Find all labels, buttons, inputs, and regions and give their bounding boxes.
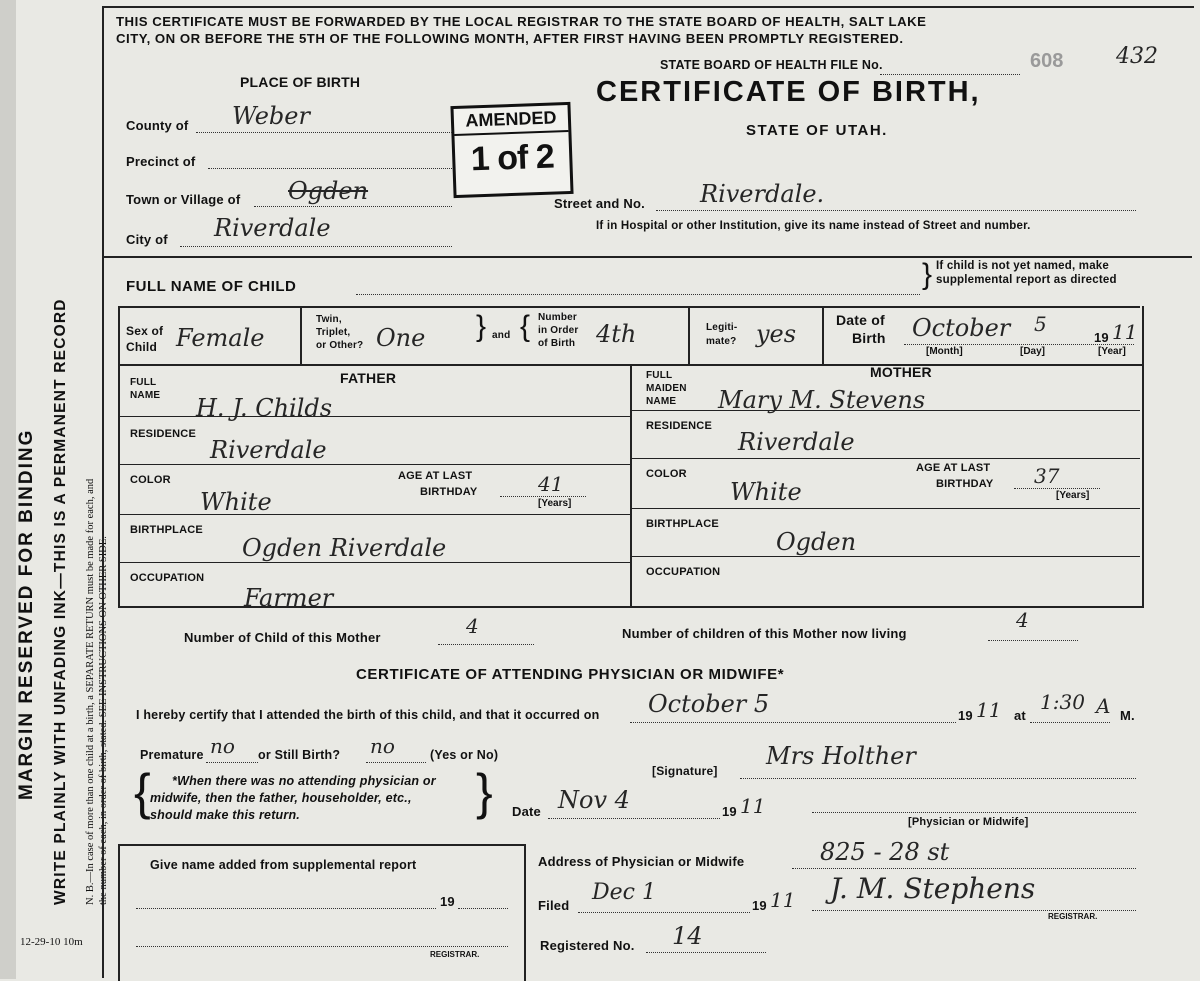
at-label: at — [1014, 708, 1026, 723]
certificate-subtitle: STATE OF UTAH. — [746, 122, 888, 139]
premature-line — [206, 762, 258, 763]
legitimate-value: yes — [756, 320, 797, 348]
filed-line — [578, 912, 750, 913]
child-name-line — [356, 294, 920, 295]
mother-age-label-2: BIRTHDAY — [936, 478, 994, 490]
form-code: 12-29-10 10m — [20, 936, 83, 948]
birth-date-value: October 5 — [648, 690, 770, 718]
street-value: Riverdale. — [700, 180, 825, 208]
amended-stamp-count: 1 of 2 — [470, 137, 555, 179]
child-row-divider-3 — [822, 306, 824, 364]
yes-no-label: (Yes or No) — [430, 748, 499, 762]
registrar-line — [812, 910, 1136, 911]
order-label-1: Number — [538, 312, 577, 323]
town-value: Ogden — [288, 177, 369, 205]
not-named-note-1: If child is not yet named, make — [936, 260, 1109, 272]
address-line — [792, 868, 1136, 869]
supplemental-registrar-line — [136, 946, 508, 947]
father-row-rule-2 — [120, 464, 630, 465]
amended-stamp-word: AMENDED — [454, 105, 569, 136]
mother-row-rule-2 — [632, 458, 1140, 459]
dob-year-suffix: 11 — [1112, 320, 1138, 344]
filed-year-prefix: 19 — [752, 898, 767, 913]
dob-day: 5 — [1034, 312, 1047, 336]
mother-name-value: Mary M. Stevens — [718, 386, 926, 414]
note-brace-left: { — [134, 764, 151, 820]
dob-year-caption: [Year] — [1098, 346, 1126, 357]
birth-year-prefix: 19 — [958, 708, 973, 723]
supplemental-year-prefix: 19 — [440, 894, 455, 909]
mother-birthplace-label: BIRTHPLACE — [646, 518, 719, 530]
mother-color-label: COLOR — [646, 468, 687, 480]
precinct-line — [208, 168, 452, 169]
address-value: 825 - 28 st — [820, 838, 950, 866]
mother-age-label-1: AGE AT LAST — [916, 462, 991, 474]
unfading-ink-notice: WRITE PLAINLY WITH UNFADING INK—THIS IS A PERMANENT RECORD — [52, 298, 69, 905]
registered-no-line — [646, 952, 766, 953]
child-row-divider-1 — [300, 306, 302, 364]
father-age-value: 41 — [538, 472, 564, 496]
precinct-label: Precinct of — [126, 154, 196, 169]
father-occupation-value: Farmer — [244, 584, 334, 612]
parents-divider — [630, 366, 632, 606]
twin-value: One — [376, 324, 426, 352]
mother-occupation-label: OCCUPATION — [646, 566, 721, 578]
mother-age-value: 37 — [1034, 464, 1060, 488]
premature-label: Premature — [140, 748, 204, 762]
signature-line — [740, 778, 1136, 779]
file-no-label: STATE BOARD OF HEALTH FILE No. — [660, 58, 883, 72]
father-age-label-2: BIRTHDAY — [420, 486, 478, 498]
supplemental-heading: Give name added from supplemental report — [150, 858, 417, 872]
father-birthplace-label: BIRTHPLACE — [130, 524, 203, 536]
child-name-label: FULL NAME OF CHILD — [126, 278, 297, 295]
not-named-brace: } — [922, 258, 933, 291]
children-living-line — [988, 640, 1078, 641]
note-line-2: midwife, then the father, householder, etc., — [150, 791, 412, 805]
father-occupation-label: OCCUPATION — [130, 572, 205, 584]
street-label: Street and No. — [554, 196, 645, 211]
sex-label-2: Child — [126, 340, 157, 354]
filed-label: Filed — [538, 898, 570, 913]
mother-row-rule-4 — [632, 556, 1140, 557]
rule-above-name — [104, 256, 1192, 258]
not-named-note-2: supplemental report as directed — [936, 274, 1117, 286]
file-no-value: 432 — [1116, 44, 1158, 69]
dob-year-prefix: 19 — [1094, 330, 1109, 345]
mother-years-caption: [Years] — [1056, 490, 1090, 501]
dob-month-caption: [Month] — [926, 346, 963, 357]
filed-year-suffix: 11 — [770, 888, 796, 912]
supplemental-name-line — [136, 908, 436, 909]
twin-brace: } — [476, 310, 487, 343]
children-living-label: Number of children of this Mother now living — [622, 626, 907, 641]
father-name-label-1: FULL — [130, 377, 157, 388]
and-label: and — [492, 330, 511, 341]
legitimate-label-2: mate? — [706, 336, 737, 347]
filed-value: Dec 1 — [592, 880, 656, 905]
mother-residence-value: Riverdale — [738, 428, 855, 456]
child-of-mother-label: Number of Child of this Mother — [184, 630, 381, 645]
mother-heading: MOTHER — [870, 364, 932, 380]
note-line-3: should make this return. — [150, 808, 300, 822]
county-value: Weber — [232, 102, 310, 130]
role-caption: [Physician or Midwife] — [908, 816, 1029, 828]
city-value: Riverdale — [214, 214, 331, 242]
notice-line-1: THIS CERTIFICATE MUST BE FORWARDED BY THE LOCAL REGISTRAR TO THE STATE BOARD OF HEALTH, SALT LAKE — [116, 14, 927, 29]
sign-date-label: Date — [512, 804, 541, 819]
mother-birthplace-value: Ogden — [776, 528, 857, 556]
father-row-rule-4 — [120, 562, 630, 563]
sex-value: Female — [176, 324, 265, 352]
child-row-divider-2 — [688, 306, 690, 364]
mother-row-rule-3 — [632, 508, 1140, 509]
hospital-note: If in Hospital or other Institution, give its name instead of Street and number. — [596, 220, 1031, 232]
address-label: Address of Physician or Midwife — [538, 854, 745, 869]
left-margin-strip — [0, 0, 16, 979]
dob-line — [904, 344, 1134, 345]
child-of-mother-line — [438, 644, 534, 645]
dob-label-2: Birth — [852, 330, 886, 346]
order-label-3: of Birth — [538, 338, 576, 349]
certify-text: I hereby certify that I attended the birth of this child, and that it occurred on — [136, 708, 600, 722]
mother-color-value: White — [730, 478, 802, 506]
father-name-label-2: NAME — [130, 390, 161, 401]
stillbirth-line — [366, 762, 426, 763]
file-no-stamp: 608 — [1030, 50, 1064, 72]
father-residence-value: Riverdale — [210, 436, 327, 464]
order-value: 4th — [596, 320, 637, 348]
registered-no-label: Registered No. — [540, 938, 635, 953]
binding-margin-text: MARGIN RESERVED FOR BINDING — [16, 428, 37, 800]
mother-residence-label: RESIDENCE — [646, 420, 712, 432]
city-label: City of — [126, 232, 168, 247]
supplemental-year-line — [458, 908, 508, 909]
dob-month: October — [912, 314, 1011, 342]
nb-instruction-line2: the number of each, in order of birth, stated. SEE INSTRUCTIONS ON OTHER SIDE. — [98, 536, 109, 905]
mother-name-label-2: MAIDEN — [646, 383, 687, 394]
twin-label-1: Twin, — [316, 314, 342, 325]
father-color-label: COLOR — [130, 474, 171, 486]
registrar-caption: REGISTRAR. — [1048, 912, 1098, 921]
sign-year-prefix: 19 — [722, 804, 737, 819]
order-brace: { — [520, 310, 531, 343]
legitimate-label-1: Legiti- — [706, 322, 738, 333]
physician-signature: Mrs Holther — [766, 742, 916, 770]
note-line-1: *When there was no attending physician or — [172, 774, 436, 788]
nb-instruction-line1: N. B.—In case of more than one child at a birth, a SEPARATE RETURN must be made for each, and — [85, 478, 96, 905]
supplemental-registrar-caption: REGISTRAR. — [430, 950, 480, 959]
stillbirth-label: or Still Birth? — [258, 748, 341, 762]
father-heading: FATHER — [340, 370, 397, 386]
father-row-rule-1 — [120, 416, 630, 417]
mother-name-label-1: FULL — [646, 370, 673, 381]
county-label: County of — [126, 118, 189, 133]
role-line — [812, 812, 1136, 813]
father-color-value: White — [200, 488, 272, 516]
registrar-signature: J. M. Stephens — [830, 872, 1036, 905]
order-label-2: in Order — [538, 325, 579, 336]
sign-date-line — [548, 818, 720, 819]
note-brace-right: } — [476, 764, 493, 820]
street-line — [656, 210, 1136, 211]
child-of-mother-value: 4 — [466, 614, 479, 638]
registered-no-value: 14 — [672, 922, 703, 950]
signature-label: [Signature] — [652, 764, 718, 778]
county-line — [196, 132, 452, 133]
sign-date-value: Nov 4 — [558, 786, 630, 814]
m-label: M. — [1120, 708, 1135, 723]
birth-year-suffix: 11 — [976, 698, 1002, 722]
dob-label-1: Date of — [836, 312, 885, 328]
twin-label-3: or Other? — [316, 340, 364, 351]
father-age-label-1: AGE AT LAST — [398, 470, 473, 482]
notice-line-2: CITY, ON OR BEFORE THE 5TH OF THE FOLLOWING MONTH, AFTER FIRST HAVING BEEN PROMPTLY REGISTERED. — [116, 31, 904, 46]
sex-label-1: Sex of — [126, 324, 164, 338]
place-of-birth-heading: PLACE OF BIRTH — [240, 74, 361, 90]
sign-year-suffix: 11 — [740, 794, 766, 818]
father-row-rule-3 — [120, 514, 630, 515]
mother-row-rule-1 — [632, 410, 1140, 411]
birth-time-value: 1:30 — [1040, 690, 1085, 714]
father-birthplace-value: Ogden Riverdale — [242, 534, 447, 562]
birth-ampm-value: A — [1096, 694, 1111, 718]
stillbirth-value: no — [370, 734, 395, 758]
town-label: Town or Village of — [126, 192, 241, 207]
dob-day-caption: [Day] — [1020, 346, 1046, 357]
mother-age-line — [1014, 488, 1100, 489]
premature-value: no — [210, 734, 235, 758]
certificate-title: CERTIFICATE OF BIRTH, — [596, 76, 981, 108]
time-line — [1030, 722, 1110, 723]
children-living-value: 4 — [1016, 608, 1029, 632]
town-line — [254, 206, 452, 207]
physician-heading: CERTIFICATE OF ATTENDING PHYSICIAN OR MIDWIFE* — [356, 666, 785, 683]
father-name-value: H. J. Childs — [196, 394, 333, 422]
amended-stamp — [450, 102, 573, 198]
file-no-line — [880, 74, 1020, 75]
father-age-line — [500, 496, 586, 497]
father-residence-label: RESIDENCE — [130, 428, 196, 440]
city-line — [180, 246, 452, 247]
father-years-caption: [Years] — [538, 498, 572, 509]
mother-name-label-3: NAME — [646, 396, 677, 407]
birth-date-line — [630, 722, 956, 723]
twin-label-2: Triplet, — [316, 327, 351, 338]
